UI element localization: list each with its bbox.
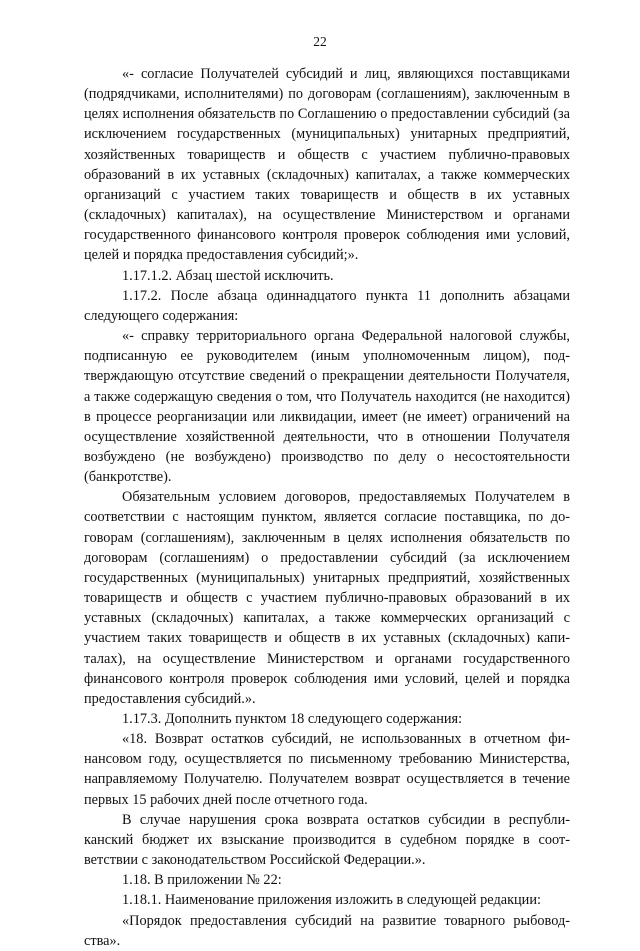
paragraph-1-17-3: 1.17.3. Дополнить пунктом 18 следующего содержания:: [122, 711, 463, 727]
paragraph-appendix-title: «Порядок предоставления субсидий на развитие товарного рыбоводства».: [84, 912, 570, 949]
document-body: [84, 64, 570, 951]
paragraph-1-18-1: 1.18.1. Наименование приложения изложить в следующей редакции:: [122, 892, 541, 909]
paragraph-item-18: «18. Возврат остатков субсидий, не использованных в отчетном финансовом году, осуществляется по письменному требованию Министерства, направляемому Получателю. Получателем возврат осуществляется в течение первых 15 рабочих дней после отчетного года.: [84, 731, 570, 808]
paragraph-1-17-2: 1.17.2. После абзаца одиннадцатого пункта 11 дополнить абзацами следующего содержания:: [84, 287, 570, 324]
paragraph-tax-certificate: «- справку территориального органа Федеральной налоговой службы, подписанную ее руководителем (иным уполномоченным лицом), подтверждающую отсутствие сведений о прекращении деятельности Получателя, а также содержащую сведения о том, что Получатель находится (не находится) в процессе реорганизации или ликвидации, имеет (не имеет) ограничений на осуществление хозяйственной деятельности, что в отношении Получателя возбуждено (не возбуждено) производство по делу о несостоятельности (банкротстве).: [84, 328, 570, 486]
paragraph-refund-violation: В случае нарушения срока возврата остатков субсидии в республиканский бюджет их взыскание производится в судебном порядке в соответствии с законодательством Российской Федерации.».: [84, 811, 570, 869]
page-number: 22: [313, 34, 327, 49]
paragraph-mandatory-condition: Обязательным условием договоров, предоставляемых Получателем в соответствии с настоящим пунктом, является согласие поставщика, по договорам (соглашениям), заключенным в целях исполнения обязательств по договорам (соглашениям) о предоставлении субсидий (за исключением государственных (муниципальных) унитарных предприятий, хозяйственных товариществ и обществ с участием публично-правовых образований в их уставных (складочных) капиталах, а также коммерческих организаций с участием таких товариществ и обществ в их уставных (складочных) капиталах), на осуществление Министерством и органами государственного финансового контроля проверок соблюдения ими условий, целей и порядка предоставления субсидий.».: [84, 489, 570, 707]
paragraph-1-18: 1.18. В приложении № 22:: [122, 872, 282, 889]
paragraph-consent-clause: «- согласие Получателей субсидий и лиц, являющихся поставщиками (подрядчиками, исполнителями) по договорам (соглашениям), заключенным в целях исполнения обязательств по Соглашению о предоставлении субсидий (за исключением государственных (муниципальных) унитарных предприятий, хозяйственных товариществ и обществ с участием публично-правовых образований в их уставных (складочных) капиталах, а также коммерческих организаций с участием таких товариществ и обществ в их уставных (складочных) капиталах), на осуществление Министерством и органами государственного финансового контроля проверок соблюдения ими условий, целей и порядка предоставления субсидий;».: [84, 66, 570, 264]
paragraph-1-17-1-2: 1.17.1.2. Абзац шестой исключить.: [122, 267, 334, 284]
